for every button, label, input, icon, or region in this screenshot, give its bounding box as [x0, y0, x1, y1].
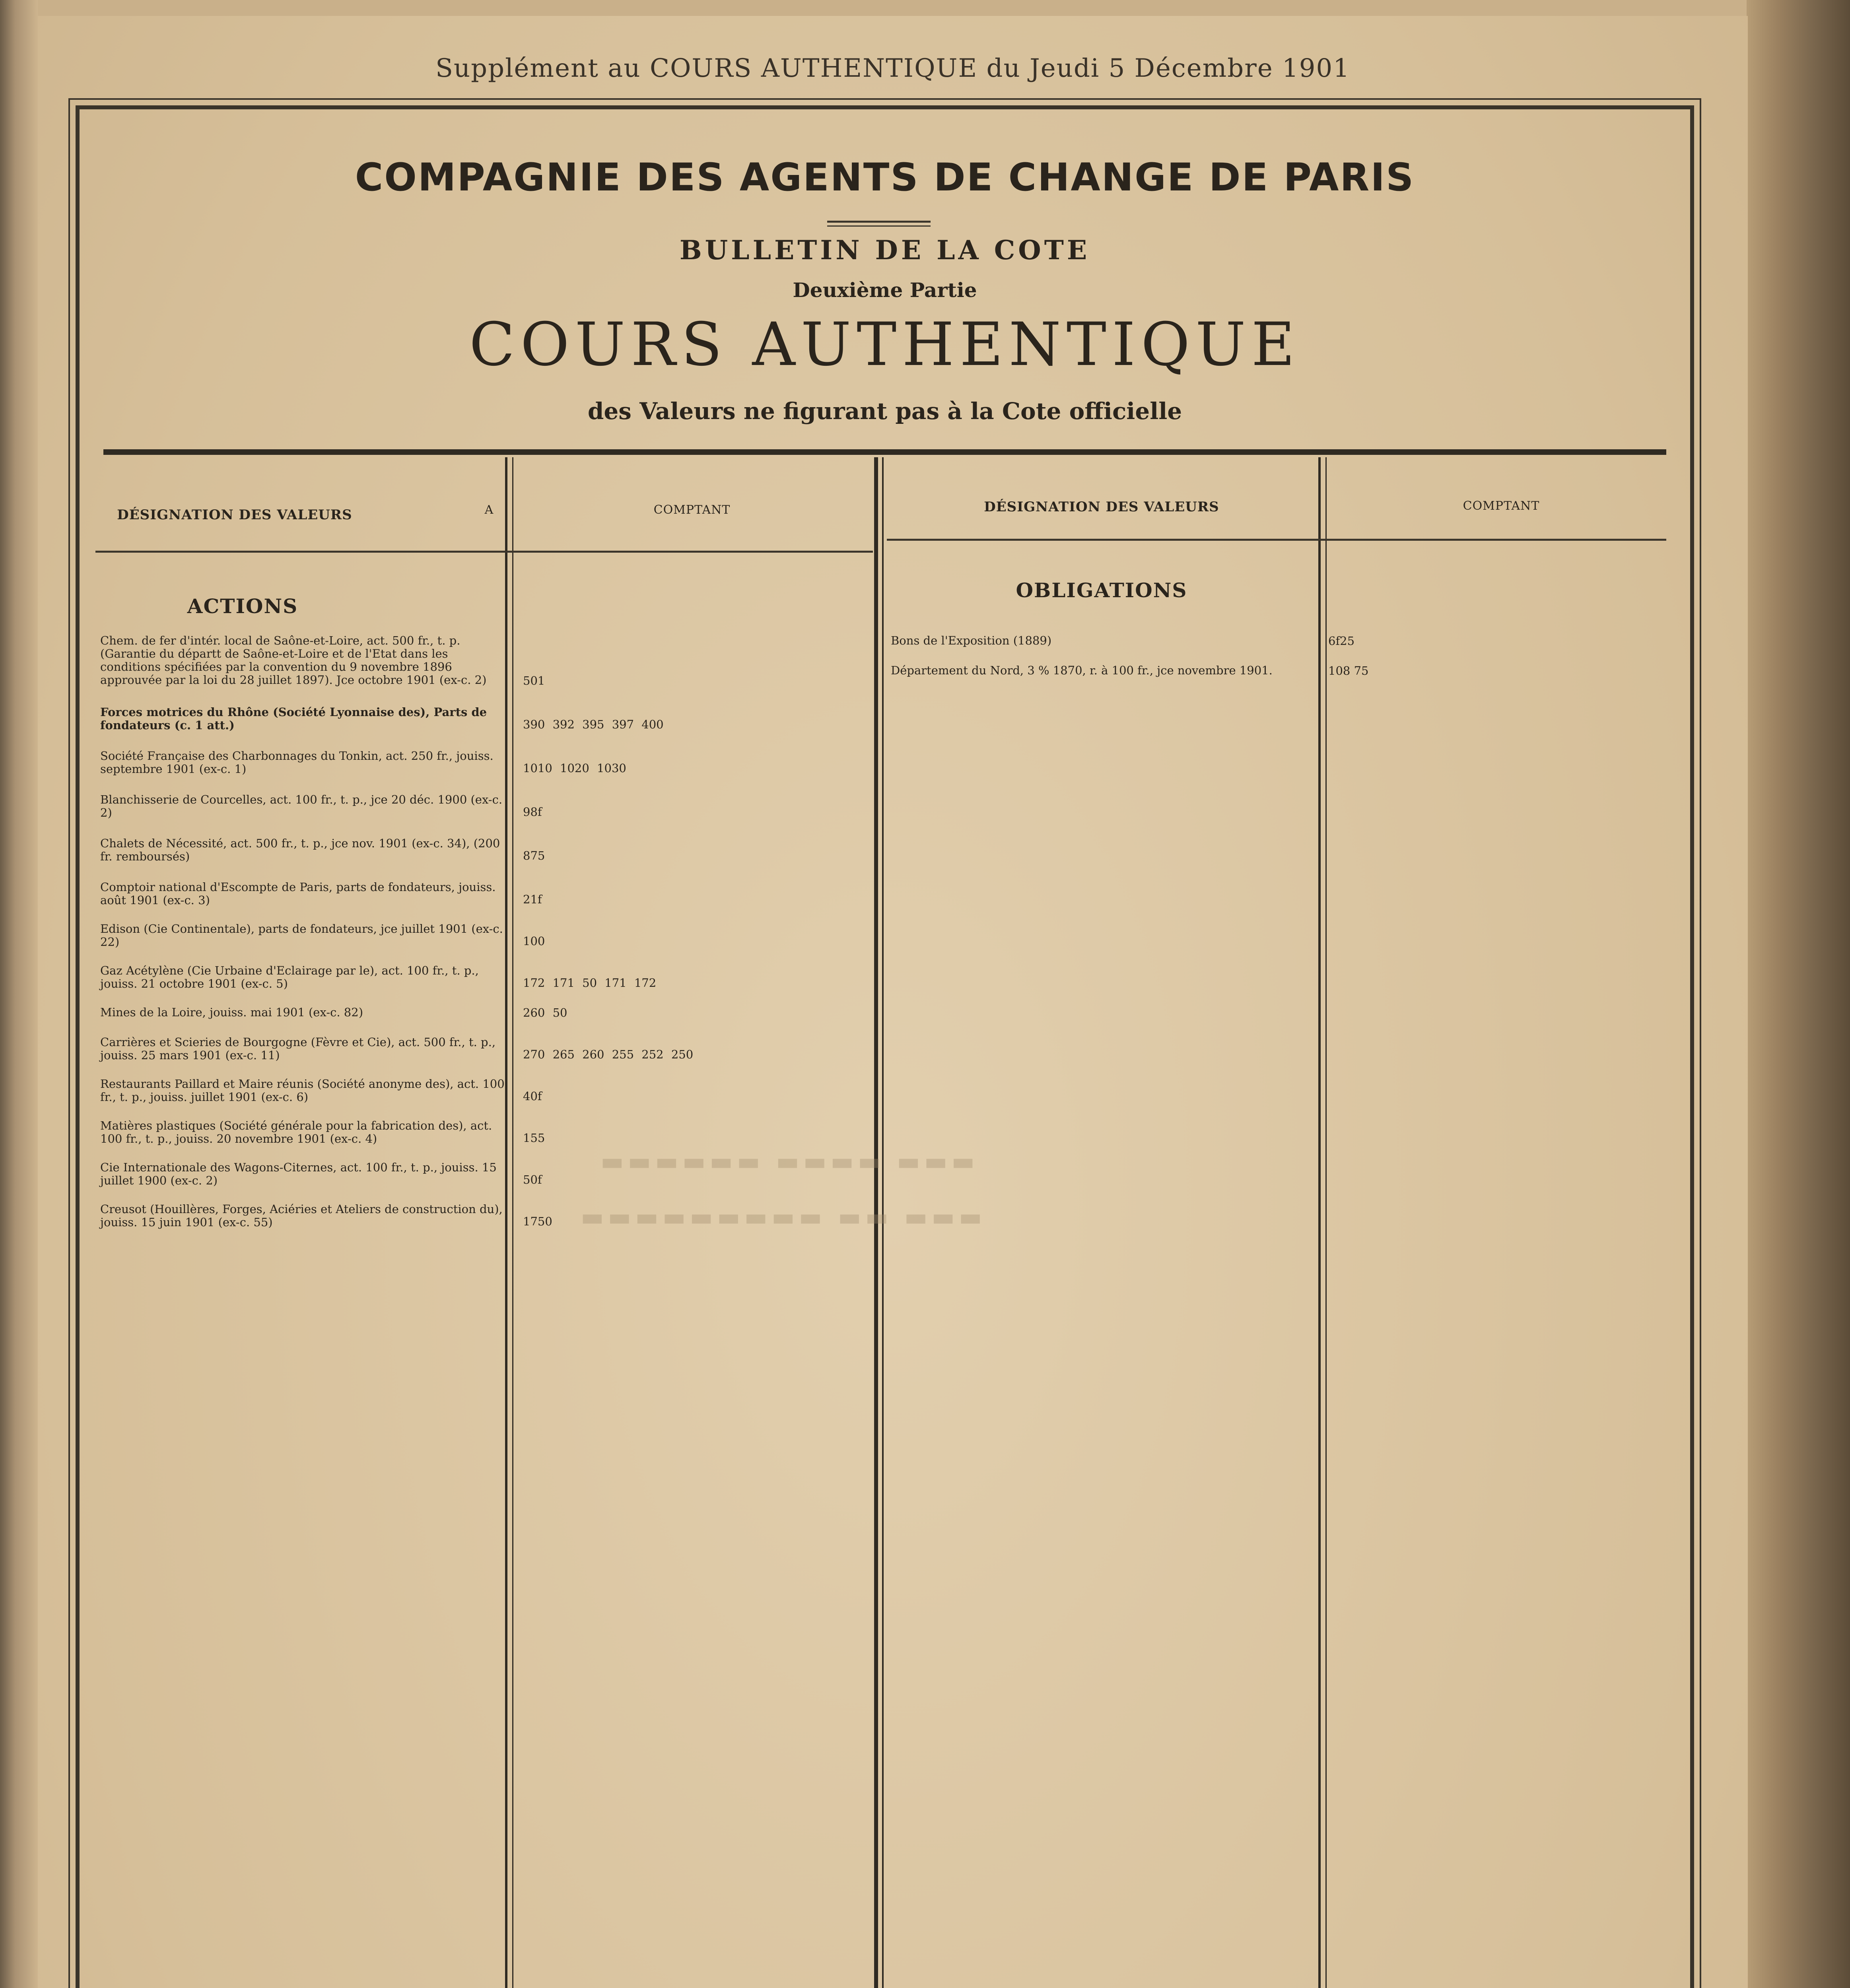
table-row: Blanchisserie de Courcelles, act. 100 fr., t. p., jce 20 déc. 1900 (ex-c. 2) [100, 793, 503, 819]
table-row: Gaz Acétylène (Cie Urbaine d'Eclairage par le), act. 100 fr., t. p., jouiss. 21 octobre 1901 (ex-c. 5) [100, 964, 479, 990]
table-row: Chalets de Nécessité, act. 500 fr., t. p., jce nov. 1901 (ex-c. 34), (200 fr. remboursés) [100, 837, 500, 863]
table-row: Matières plastiques (Société générale pour la fabrication des), act. 100 fr., t. p., jouiss. 20 novembre 1901 (ex-c. 4) [100, 1119, 492, 1145]
table-row: Cie Internationale des Wagons-Citernes, act. 100 fr., t. p., jouiss. 15 juillet 1900 (ex-c. 2) [100, 1161, 497, 1187]
right-page-edge [1747, 0, 1850, 1988]
header-underline [95, 551, 873, 553]
table-row-price: 100 [523, 934, 545, 948]
table-row: Carrières et Scieries de Bourgogne (Fèvre et Cie), act. 500 fr., t. p., jouiss. 25 mars 1901 (ex-c. 11) [100, 1035, 496, 1062]
table-row: Forces motrices du Rhône (Société Lyonnaise des), Parts de fondateurs (c. 1 att.) [100, 705, 487, 732]
bleed-through-text: ▬▬▬ ▬▬ ▬▬▬▬▬▬▬▬▬ [577, 1207, 982, 1236]
bulletin-title: BULLETIN DE LA COTE [679, 235, 1090, 266]
document-page [38, 16, 1748, 1988]
column-divider [1325, 457, 1327, 1988]
table-row-price: 390 392 395 397 400 [523, 718, 664, 731]
partie-title: Deuxième Partie [793, 278, 977, 302]
supplement-line: Supplément au COURS AUTHENTIQUE du Jeudi 5 Décembre 1901 [435, 54, 1350, 83]
table-row-price: 108 75 [1328, 664, 1369, 678]
comptant-header: COMPTANT [653, 503, 731, 517]
table-row: Département du Nord, 3 % 1870, r. à 100 fr., jce novembre 1901. [891, 664, 1273, 677]
ornament-rule [827, 221, 931, 223]
table-row: Chem. de fer d'intér. local de Saône-et-Loire, act. 500 fr., t. p. (Garantie du départt de Saône-et-Loire et de l'Etat dans les conditions spécifiées par la convention du 9 novembre 1896 approuvée par la loi du 28 juillet 1897). Jce octobre 1901 (ex-c. 2) [100, 634, 487, 687]
table-row: Comptoir national d'Escompte de Paris, parts de fondateurs, jouiss. août 1901 (ex-c. 3) [100, 880, 496, 907]
table-row-price: 1750 [523, 1215, 552, 1228]
header-underline [887, 539, 1666, 541]
table-row: Société Française des Charbonnages du Tonkin, act. 250 fr., jouiss. septembre 1901 (ex-c. 1) [100, 749, 494, 776]
main-title: COURS AUTHENTIQUE [469, 310, 1301, 379]
table-row: Bons de l'Exposition (1889) [891, 634, 1052, 647]
bleed-through-text: ▬▬▬ ▬▬▬▬ ▬▬▬▬▬▬ [597, 1151, 975, 1180]
table-row-price: 50f [523, 1173, 542, 1186]
ornament-rule [827, 225, 931, 227]
table-row-price: 40f [523, 1089, 542, 1103]
bulletin-frame [76, 105, 1694, 1988]
table-row: Mines de la Loire, jouiss. mai 1901 (ex-c. 82) [100, 1006, 363, 1019]
table-row-price: 270 265 260 255 252 250 [523, 1048, 694, 1061]
table-row-price: 98f [523, 805, 542, 819]
header-rule [103, 449, 1666, 455]
column-divider [512, 457, 513, 1988]
a-header: A [484, 503, 494, 517]
obligations-title: OBLIGATIONS [1016, 579, 1187, 602]
table-row-price: 501 [523, 674, 545, 687]
table-row-price: 1010 1020 1030 [523, 761, 626, 775]
table-row: Restaurants Paillard et Maire réunis (Société anonyme des), act. 100 fr., t. p., jouiss. juillet 1901 (ex-c. 6) [100, 1077, 505, 1104]
table-row-price: 260 50 [523, 1006, 567, 1019]
table-row-price: 6f25 [1328, 634, 1355, 648]
table-row-price: 172 171 50 171 172 [523, 976, 657, 990]
comptant-header-right: COMPTANT [1463, 499, 1540, 513]
actions-title: ACTIONS [187, 594, 298, 618]
designation-header-right: DÉSIGNATION DES VALEURS [984, 499, 1219, 515]
column-divider [1318, 457, 1321, 1988]
left-page-edge [0, 0, 38, 1988]
company-title: COMPAGNIE DES AGENTS DE CHANGE DE PARIS [355, 155, 1415, 200]
table-row-price: 21f [523, 893, 542, 906]
subtitle: des Valeurs ne figurant pas à la Cote officielle [587, 398, 1182, 425]
table-row-price: 155 [523, 1131, 545, 1145]
table-row: Edison (Cie Continentale), parts de fondateurs, jce juillet 1901 (ex-c. 22) [100, 922, 503, 949]
table-row-price: 875 [523, 849, 545, 862]
designation-header: DÉSIGNATION DES VALEURS [117, 507, 352, 523]
table-row: Creusot (Houillères, Forges, Aciéries et Ateliers de construction du), jouiss. 15 juin 1901 (ex-c. 55) [100, 1202, 503, 1229]
